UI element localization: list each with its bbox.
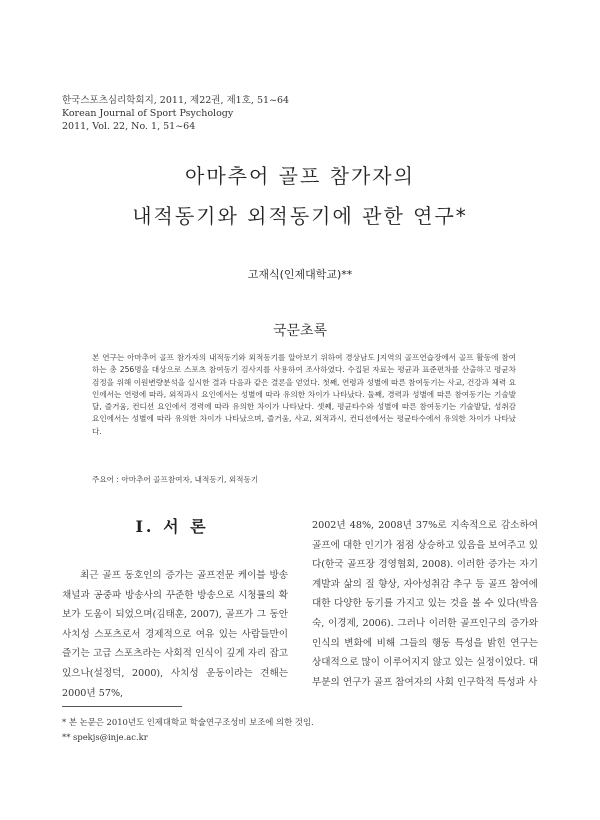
journal-citation <box>62 94 289 133</box>
journal-line-korean: 한국스포츠심리학회지, 2011, 제22권, 제1호, 51~64 <box>62 95 290 106</box>
paper-title-line1: 아마추어 골프 참가자의 <box>185 164 415 188</box>
footnote-email: ** spekjs@inje.ac.kr <box>62 732 148 742</box>
journal-line-volume: 2011, Vol. 22, No. 1, 51~64 <box>62 121 196 132</box>
body-right-column: 2002년 48%, 2008년 37%로 지속적으로 감소하여 골프에 대한 인기가 점점 상승하고 있음을 보여주고 있다(한국 골프장 경영협회, 2008). 이러한 증가는 자기계발과 삶의 질 향상, 자아성취감 추구 등 골프 참여에 대한 다양한 동기를 가지고 있는 것을 볼 수 있다(박음숙, 이경제, 2006). 그러나 이러한 골프인구의 증가와 인식의 변화에 비해 그들의 행동 특성을 밝힌 연구는 상대적으로 많이 이루어지지 않고 있는 실정이었다. 대부분의 연구가 골프 참여자의 사회 인구학적 특성과 사 <box>312 520 538 688</box>
footnote-funding: * 본 논문은 2010년도 인제대학교 학술연구조성비 보조에 의한 것임. <box>62 717 314 727</box>
body-left-column: 최근 골프 동호인의 증가는 골프전문 케이블 방송 채널과 공중파 방송사의 꾸준한 방송으로 시청률의 확보가 도움이 되었으며(김태훈, 2007), 골프가 그 동안 사치성 스포츠로서 경제적으로 여유 있는 사람들만이 즐기는 고급 스포츠라는 사회적 인식이 깊게 자리 잡고 있으나(설정덕, 2000), 사치성 운동이라는 견해는 2000년 57%, <box>62 570 288 699</box>
abstract-text: 본 연구는 아마추어 골프 참가자의 내적동기와 외적동기를 알아보기 위하여 경상남도 J지역의 골프연습장에서 골프 활동에 참여하는 총 256명을 대상으로 스포츠 참여동기 검사지를 사용하여 조사하였다. 수집된 자료는 평균과 표준편차를 산출하고 평균차 검정을 위해 이원변량분석을 실시한 결과 다음과 같은 결론을 얻었다. 첫째, 연령과 성별에 따른 참여동기는 사교, 건강과 체력 요인에서는 연령에 따라, 외적과시 요인에서는 성별에 따라 유의한 차이가 나타났다. 둘째, 경력과 성별에 따른 참여동기는 기술발달, 즐거움, 컨디션 요인에서 경력에 따라 유의한 차이가 나타났다. 셋째, 평균타수와 성별에 따른 참여동기는 기술발달, 성취감 요인에서는 성별에 따라 유의한 차이가 나타났으며, 즐거움, 사교, 외적과시, 컨디션에서는 평균타수에서 유의한 차이가 나타났다. <box>92 353 516 436</box>
abstract-heading: 국문초록 <box>272 323 328 339</box>
section-heading: I. 서 론 <box>135 517 209 536</box>
footnote-divider <box>62 706 182 707</box>
paper-title-line2: 내적동기와 외적동기에 관한 연구* <box>132 204 468 228</box>
keywords: 주요어 : 아마추어 골프참여자, 내적동기, 외적동기 <box>92 475 259 484</box>
author: 고재식(인제대학교)** <box>247 268 353 281</box>
journal-line-english: Korean Journal of Sport Psychology <box>62 108 234 119</box>
